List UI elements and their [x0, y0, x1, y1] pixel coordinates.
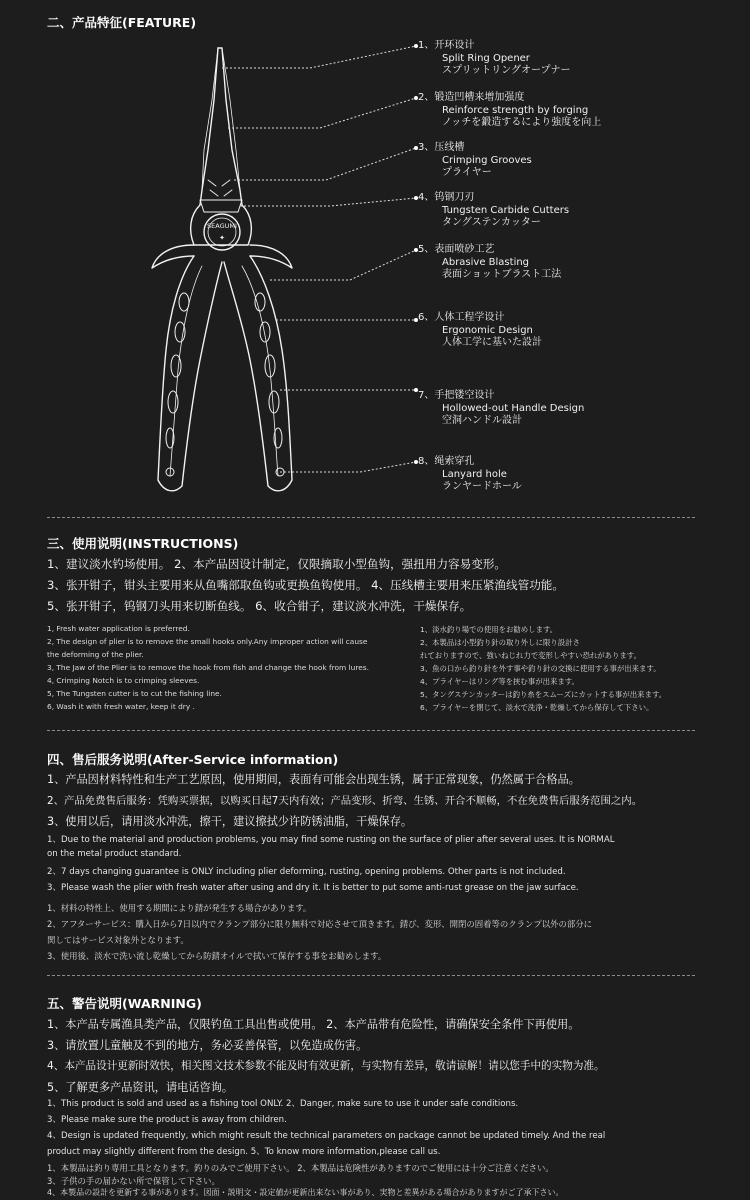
callout-crimping: 3、压线槽 Crimping Grooves プライヤー [418, 142, 532, 178]
callout-ergonomic: 6、人体工程学设计 Ergonomic Design 人体工学に基いた設計 [418, 312, 542, 348]
instructions-title: 三、使用说明(INSTRUCTIONS) [47, 536, 239, 551]
warning-cn-line: 5、了解更多产品资讯，请电话咨询。 [47, 1081, 234, 1094]
instructions-en-line: 3, The Jaw of the Plier is to remove the hook from fish and change the hook from lures. [47, 663, 369, 672]
instructions-cn-line: 1、建议淡水钓场使用。 2、本产品因设计制定，仅限摘取小型鱼钩，强扭用力容易变形。 [47, 557, 507, 571]
after-service-title: 四、售后服务说明(After-Service information) [47, 752, 339, 767]
after-service-en-line: on the metal product standard. [47, 849, 182, 859]
instructions-jp-line: 1、淡水釣り場での使用をお勧めします。 [420, 625, 558, 634]
callout-lanyard: 8、绳索穿孔 Lanyard hole ランヤードホール [418, 456, 522, 492]
warning-jp-line: 3、子供の手の届かない所で保管して下さい。 [47, 1176, 220, 1186]
warning-en-line: product may slightly different from the design. 5、To know more information,please call us. [47, 1147, 441, 1157]
after-service-jp-line: 関してはサービス対象外となります。 [47, 935, 189, 945]
spring-right [250, 245, 292, 268]
instructions-en-line: the deforming of the plier. [47, 650, 144, 659]
warning-cn-line: 3、请放置儿童触及不到的地方，务必妥善保管，以免造成伤害。 [47, 1039, 368, 1052]
divider [47, 730, 695, 731]
warning-jp-line: 1、本製品は釣り専用工具となります。釣りのみでご使用下さい。 2、本製品は危険性がありますのでご使用には十分ご注意ください。 [47, 1163, 554, 1173]
callout-blasting: 5、表面喷砂工艺 Abrasive Blasting 表面ショットブラスト工法 [418, 244, 562, 280]
warning-jp-line: 4、本製品の設計を更新する事があります。図面・説明文・設定値が更新出来ない事があり、実物と差異がある場合がありますがご了承下さい。 [47, 1188, 564, 1197]
instructions-en-line: 5, The Tungsten cutter is to cut the fishing line. [47, 689, 222, 698]
warning-en-line: 3、Please make sure the product is away from children. [47, 1115, 287, 1125]
instructions-jp-line: 2、本製品は小型釣り針の取り外しに限り設計さ [420, 638, 580, 647]
feature-title: 二、产品特征(FEATURE) [47, 15, 197, 30]
warning-cn-line: 4、本产品设计更新时效快，相关图文技术参数不能及时有效更新，与实物有差异，敬请谅解！请以您手中的实物为准。 [47, 1060, 605, 1072]
instructions-jp-line: 5、タングステンカッターは釣り糸をスムーズにカットする事が出来ます。 [420, 690, 667, 699]
jaw-left-outline [218, 48, 242, 205]
after-service-jp-line: 3、使用後、淡水で洗い流し乾燥してから防錆オイルで拭いて保存する事をお勧めします。 [47, 951, 387, 961]
warning-en-line: 1、This product is sold and used as a fishing tool ONLY. 2、Danger, make sure to use it under safe conditions. [47, 1099, 519, 1109]
instructions-en-line: 6, Wash it with fresh water, keep it dry . [47, 702, 195, 711]
logo-text: SEAGUMI [207, 222, 237, 230]
after-service-jp-line: 1、材料の特性上、使用する期間により錆が発生する場合があります。 [47, 903, 312, 913]
instructions-cn-line: 3、张开钳子，钳头主要用来从鱼嘴部取鱼钩或更换鱼钩使用。 4、压线槽主要用来压紧渔线管功能。 [47, 578, 564, 592]
instructions-jp-line: 4、プライヤーはリング等を挟む事が出来ます。 [420, 677, 579, 686]
spring-left [152, 245, 194, 268]
instructions-cn-line: 5、张开钳子，钨钢刀头用来切断鱼线。 6、收合钳子，建议淡水冲洗，干燥保存。 [47, 599, 472, 613]
after-service-cn-line: 3、使用以后，请用淡水冲洗，擦干，建议擦拭少许防锈油脂，干燥保存。 [47, 815, 413, 828]
handle-left [158, 256, 222, 491]
plier-illustration [130, 40, 430, 500]
after-service-cn-line: 2、产品免费售后服务：凭购买票据，以购买日起7天内有效；产品变形、折弯、生锈、开合不顺畅，不在免费售后服务范围之内。 [47, 795, 643, 807]
instructions-en-line: 1, Fresh water application is preferred. [47, 624, 190, 633]
instructions-jp-line: 6、プライヤーを閉じて、淡水で洗浄・乾燥してから保存して下さい。 [420, 703, 654, 712]
svg-text:✦: ✦ [219, 234, 225, 242]
instructions-jp-line: 3、魚の口から釣り針を外す事や釣り針の交換に使用する事が出来ます。 [420, 664, 661, 673]
after-service-cn-line: 1、产品因材料特性和生产工艺原因，使用期间，表面有可能会出现生锈，属于正常现象，仍然属于合格品。 [47, 773, 580, 786]
after-service-en-line: 2、7 days changing guarantee is ONLY including plier deforming, rusting, opening problems. Other parts is not included. [47, 867, 566, 877]
instructions-en-line: 2, The design of plier is to remove the small hooks only.Any improper action will cause [47, 637, 368, 646]
after-service-en-line: 3、Please wash the plier with fresh water after using and dry it. It is better to put some anti-rust grease on the jaw surface. [47, 883, 579, 893]
callout-forging: 2、锻造凹槽来增加强度 Reinforce strength by forging ノッチを鍛造するにより強度を向上 [418, 92, 602, 128]
after-service-en-line: 1、Due to the material and production problems, you may find some rusting on the surface of plier after several uses. It is NORMAL [47, 835, 615, 845]
instructions-jp-line: れておりますので、強いねじれ力で変形しやすい恐れがあります。 [420, 651, 641, 660]
handle-right [224, 256, 292, 491]
instructions-en-line: 4, Crimping Notch is to crimping sleeves. [47, 676, 200, 685]
callout-cutters: 4、钨钢刀刃 Tungsten Carbide Cutters タングステンカッター [418, 192, 570, 228]
after-service-jp-line: 2、アフターサービス：購入日から7日以内でクランプ部分に限り無料で対応させて頂きます。錆び、変形、開閉の固着等のクランプ以外の部分に [47, 919, 593, 929]
warning-cn-line: 1、本产品专属渔具类产品，仅限钓鱼工具出售或使用。 2、本产品带有危险性，请确保安全条件下再使用。 [47, 1018, 580, 1031]
warning-title: 五、警告说明(WARNING) [47, 996, 202, 1011]
divider [47, 517, 695, 518]
divider [47, 975, 695, 976]
callout-hollowed: 7、手把镂空设计 Hollowed-out Handle Design 空洞ハンドル設計 [418, 390, 585, 426]
callout-split-ring: 1、开环设计 Split Ring Opener スプリットリングオープナー [418, 40, 571, 76]
warning-en-line: 4、Design is updated frequently, which might result the technical parameters on package cannot be updated timely. And the real [47, 1131, 606, 1141]
